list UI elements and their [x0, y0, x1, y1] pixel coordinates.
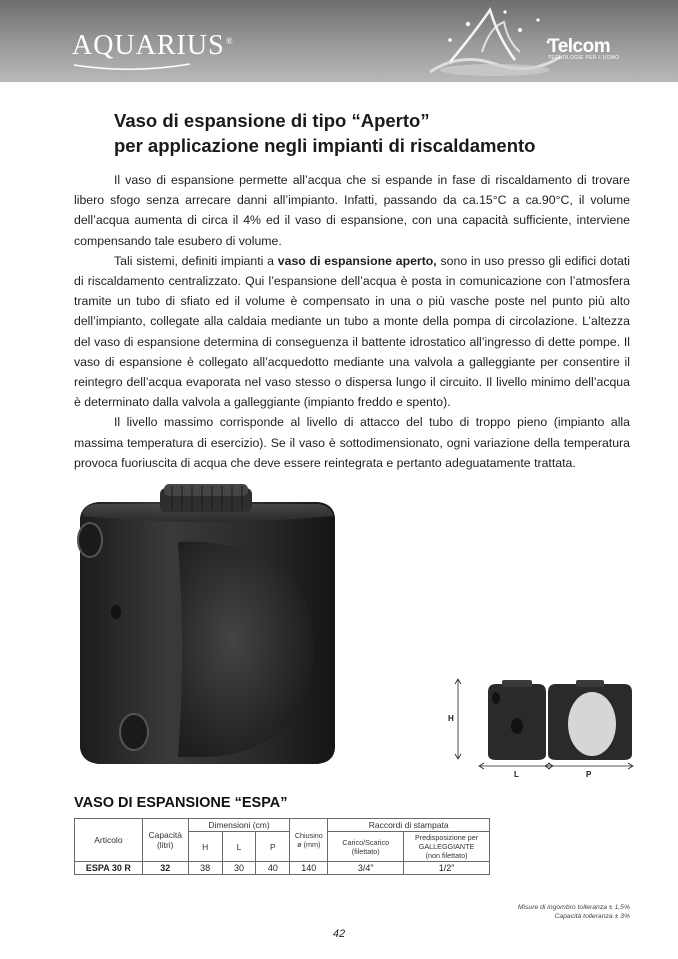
- header-carico-unit: (filettato): [351, 846, 380, 856]
- paragraph-2-end: sono in uso presso gli edifici dotati di riscaldamento centralizzato. Qui l’espansione dell’acqua è posta in comunicazione con l’atmosfera tramite un tubo di sfiato ed il volume è compensato in una o più vasche poste nel punto più alto dell’impianto, collegate alla caldaia mediante un tubo a monte della pompa di circolazione. L’altezza del vaso di espansione determina di conseguenza il battente idrostatico all’ingresso di dette pompe. Il vaso di espansione è collegato all’acquedotto mediante una valvola a galleggiante per consentire il reintegro dell’acqua evaporata nel vaso stesso o dispersa lungo il circuito. Il livello minimo dell’acqua è determinato dalla valvola a galleggiante (impianto freddo e spento).: [74, 253, 630, 410]
- telcom-logo: Telcom: [548, 36, 611, 57]
- page-number: 42: [332, 928, 346, 940]
- section-heading: VASO DI ESPANSIONE “ESPA”: [74, 795, 288, 811]
- cell-l: 30: [222, 862, 256, 875]
- aquarius-swoosh-icon: [72, 62, 192, 72]
- telcom-tagline: TECNOLOGIE PER L'UOMO: [548, 55, 620, 61]
- header-capacita-unit: (litri): [156, 840, 174, 850]
- page-title-line2: per applicazione negli impianti di riscaldamento: [114, 135, 536, 156]
- dimension-diagram-drawing: [444, 676, 634, 780]
- cell-articolo: ESPA 30 R: [75, 862, 143, 875]
- header-chiusino: [290, 819, 328, 862]
- header-raccordi: Raccordi di stampata: [328, 819, 490, 832]
- cell-h: 38: [188, 862, 222, 875]
- tolerance-line-1: Misure di ingombro tolleranza ± 1,5%: [517, 904, 630, 911]
- header-predisposizione-1: Predisposizione per: [414, 833, 479, 842]
- body-text: [74, 170, 630, 473]
- header-l: L: [222, 832, 256, 862]
- header-capacita-label: Capacità: [148, 830, 183, 840]
- table-header-row-1: [75, 819, 490, 832]
- paragraph-2-bold: vaso di espansione aperto,: [277, 253, 437, 268]
- table-row: [75, 862, 490, 875]
- aquarius-logo-text: AQUARIUS: [72, 30, 225, 61]
- header-predisposizione-2: GALLEGGIANTE: [418, 842, 475, 851]
- header-h: H: [188, 832, 222, 862]
- dimension-label-l: L: [514, 770, 519, 779]
- cell-capacita: 32: [142, 862, 188, 875]
- header-articolo: Articolo: [75, 819, 143, 862]
- dimension-label-p: P: [586, 770, 592, 779]
- page-title: [114, 108, 634, 158]
- paragraph-1: Il vaso di espansione permette all’acqua che si espande in fase di riscaldamento di trovare libero sfogo senza arrecare danni all’impianto. Infatti, passando da ca.15°C a ca.90°C, il volume dell’acqua aumenta di circa il 4% ed il vaso di espansione, con una capacità sufficiente, interviene compensando tale esubero di volume.: [74, 173, 630, 248]
- header-predisposizione-3: (non filettato): [425, 851, 468, 860]
- paragraph-2-start: Tali sistemi, definiti impianti a: [114, 253, 278, 268]
- dimension-diagram: [444, 676, 634, 780]
- header-carico-label: Carico/Scarico: [342, 837, 390, 847]
- header-chiusino-unit: ø (mm): [297, 840, 321, 849]
- cell-predisposizione: 1/2": [404, 862, 490, 875]
- tolerance-line-2: Capacità tolleranza ± 3%: [554, 913, 630, 920]
- paragraph-3: Il livello massimo corrisponde al livello di attacco del tubo di troppo pieno (impianto alla massima temperatura di esercizio). Se il vaso è sottodimensionato, ogni variazione della temperatura provoca fuoriuscita di acqua che deve essere reintegrata e pertanto adeguatamente trattata.: [74, 415, 630, 470]
- aquarius-logo: [72, 30, 234, 62]
- registered-mark: ®: [225, 35, 234, 46]
- specs-table: [74, 818, 490, 875]
- cell-chiusino: 140: [290, 862, 328, 875]
- header-band: [0, 0, 678, 82]
- header-dimensioni: Dimensioni (cm): [188, 819, 290, 832]
- cell-p: 40: [256, 862, 290, 875]
- header-chiusino-label: Chiusino: [294, 831, 323, 840]
- page-title-line1: Vaso di espansione di tipo “Aperto”: [114, 110, 430, 131]
- dimension-label-h: H: [448, 714, 454, 723]
- header-carico: [328, 832, 404, 862]
- paragraph-2: [74, 251, 630, 413]
- header-predisposizione: [404, 832, 490, 862]
- header-capacita: [142, 819, 188, 862]
- tolerance-notes: [518, 903, 630, 921]
- header-p: P: [256, 832, 290, 862]
- expansion-tank-photo: [68, 482, 340, 782]
- cell-carico: 3/4": [328, 862, 404, 875]
